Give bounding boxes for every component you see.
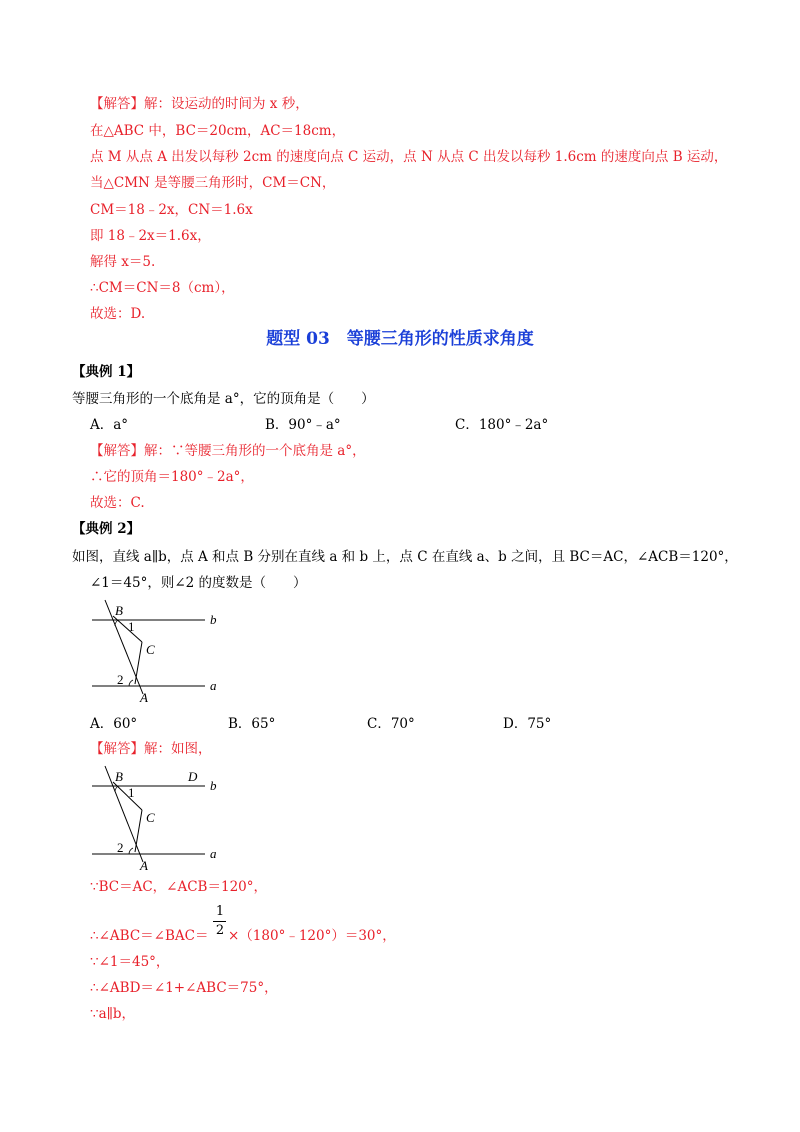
example2-option-a: A．60° xyxy=(90,716,138,732)
solution1-line-4: 当△CMN 是等腰三角形时，CM＝CN， xyxy=(90,175,336,191)
segment-ca xyxy=(135,642,142,684)
solution1-line-8: ∴CM＝CN＝8（cm）， xyxy=(90,280,235,296)
geometry-figure-answer xyxy=(80,764,240,874)
example2-answer-line-5: ∴∠ABD＝∠1+∠ABC＝75°， xyxy=(90,980,278,996)
solution1-line-6: 即 18﹣2x＝1.6x， xyxy=(90,228,211,244)
label-b: b xyxy=(210,778,217,793)
label-b: b xyxy=(210,612,217,627)
section-title: 题型 03 等腰三角形的性质求角度 xyxy=(266,329,534,349)
example1-answer-line-1: 【解答】解：∵等腰三角形的一个底角是 a°， xyxy=(90,443,366,459)
example1-answer-line-3: 故选：C. xyxy=(90,495,145,511)
solution1-line-5: CM＝18﹣2x，CN＝1.6x xyxy=(90,202,253,218)
example1-answer-line-2: ∴它的顶角＝180°﹣2a°， xyxy=(90,469,254,485)
fraction-denominator: 2 xyxy=(215,923,225,938)
segment-ba xyxy=(105,766,143,862)
label-1: 1 xyxy=(128,785,135,800)
example1-option-a: A．a° xyxy=(90,417,129,433)
label-B: B xyxy=(115,603,123,618)
label-2: 2 xyxy=(117,672,124,687)
angle-1-arc xyxy=(115,786,118,792)
example2-answer-line-4: ∵∠1＝45°， xyxy=(90,954,170,970)
label-C: C xyxy=(146,810,155,825)
segment-ca xyxy=(135,810,142,852)
geometry-figure-question xyxy=(80,598,240,708)
label-B: B xyxy=(115,769,123,784)
label-1: 1 xyxy=(128,619,135,634)
angle-2-arc xyxy=(129,848,133,854)
example2-answer-line-1: 【解答】解：如图， xyxy=(90,741,212,757)
example1-option-c: C．180°﹣2a° xyxy=(455,417,549,433)
example2-option-d: D．75° xyxy=(503,716,552,732)
example2-answer-line-2: ∵BC＝AC，∠ACB＝120°， xyxy=(90,879,267,895)
example1-question: 等腰三角形的一个底角是 a°，它的顶角是（ ） xyxy=(72,391,375,407)
angle-1-arc xyxy=(115,620,118,626)
label-a: a xyxy=(210,846,217,861)
solution1-line-2: 在△ABC 中，BC＝20cm，AC＝18cm， xyxy=(90,123,346,139)
example2-option-c: C．70° xyxy=(367,716,415,732)
label-C: C xyxy=(146,642,155,657)
fraction-bar xyxy=(213,921,226,922)
example2-question-line-1: 如图，直线 a∥b，点 A 和点 B 分别在直线 a 和 b 上，点 C 在直线 a、b 之间，且 BC＝AC，∠ACB＝120°， xyxy=(72,549,738,565)
label-A: A xyxy=(140,858,148,873)
label-2: 2 xyxy=(117,840,124,855)
label-a: a xyxy=(210,678,217,693)
solution1-line-7: 解得 x＝5. xyxy=(90,254,156,270)
label-A: A xyxy=(140,690,148,705)
label-D: D xyxy=(188,769,198,784)
segment-ba xyxy=(105,600,143,694)
solution1-line-1: 【解答】解：设运动的时间为 x 秒， xyxy=(90,96,309,112)
example2-question-line-2: ∠1＝45°，则∠2 的度数是（ ） xyxy=(90,575,307,591)
example1-option-b: B．90°﹣a° xyxy=(265,417,341,433)
example2-answer-line-3-pre: ∴∠ABC＝∠BAC＝ xyxy=(90,928,209,944)
solution1-line-9: 故选：D. xyxy=(90,306,146,322)
angle-2-arc xyxy=(129,680,133,686)
example2-option-b: B．65° xyxy=(228,716,276,732)
example2-answer-line-3-post: ×（180°﹣120°）＝30°， xyxy=(228,928,396,944)
solution1-line-3: 点 M 从点 A 出发以每秒 2cm 的速度向点 C 运动，点 N 从点 C 出发以每秒 1.6cm 的速度向点 B 运动， xyxy=(90,149,728,165)
fraction-numerator: 1 xyxy=(215,904,225,919)
example2-answer-line-6: ∵a∥b， xyxy=(90,1006,136,1022)
example1-heading: 【典例 1】 xyxy=(72,364,141,380)
example2-heading: 【典例 2】 xyxy=(72,521,141,537)
